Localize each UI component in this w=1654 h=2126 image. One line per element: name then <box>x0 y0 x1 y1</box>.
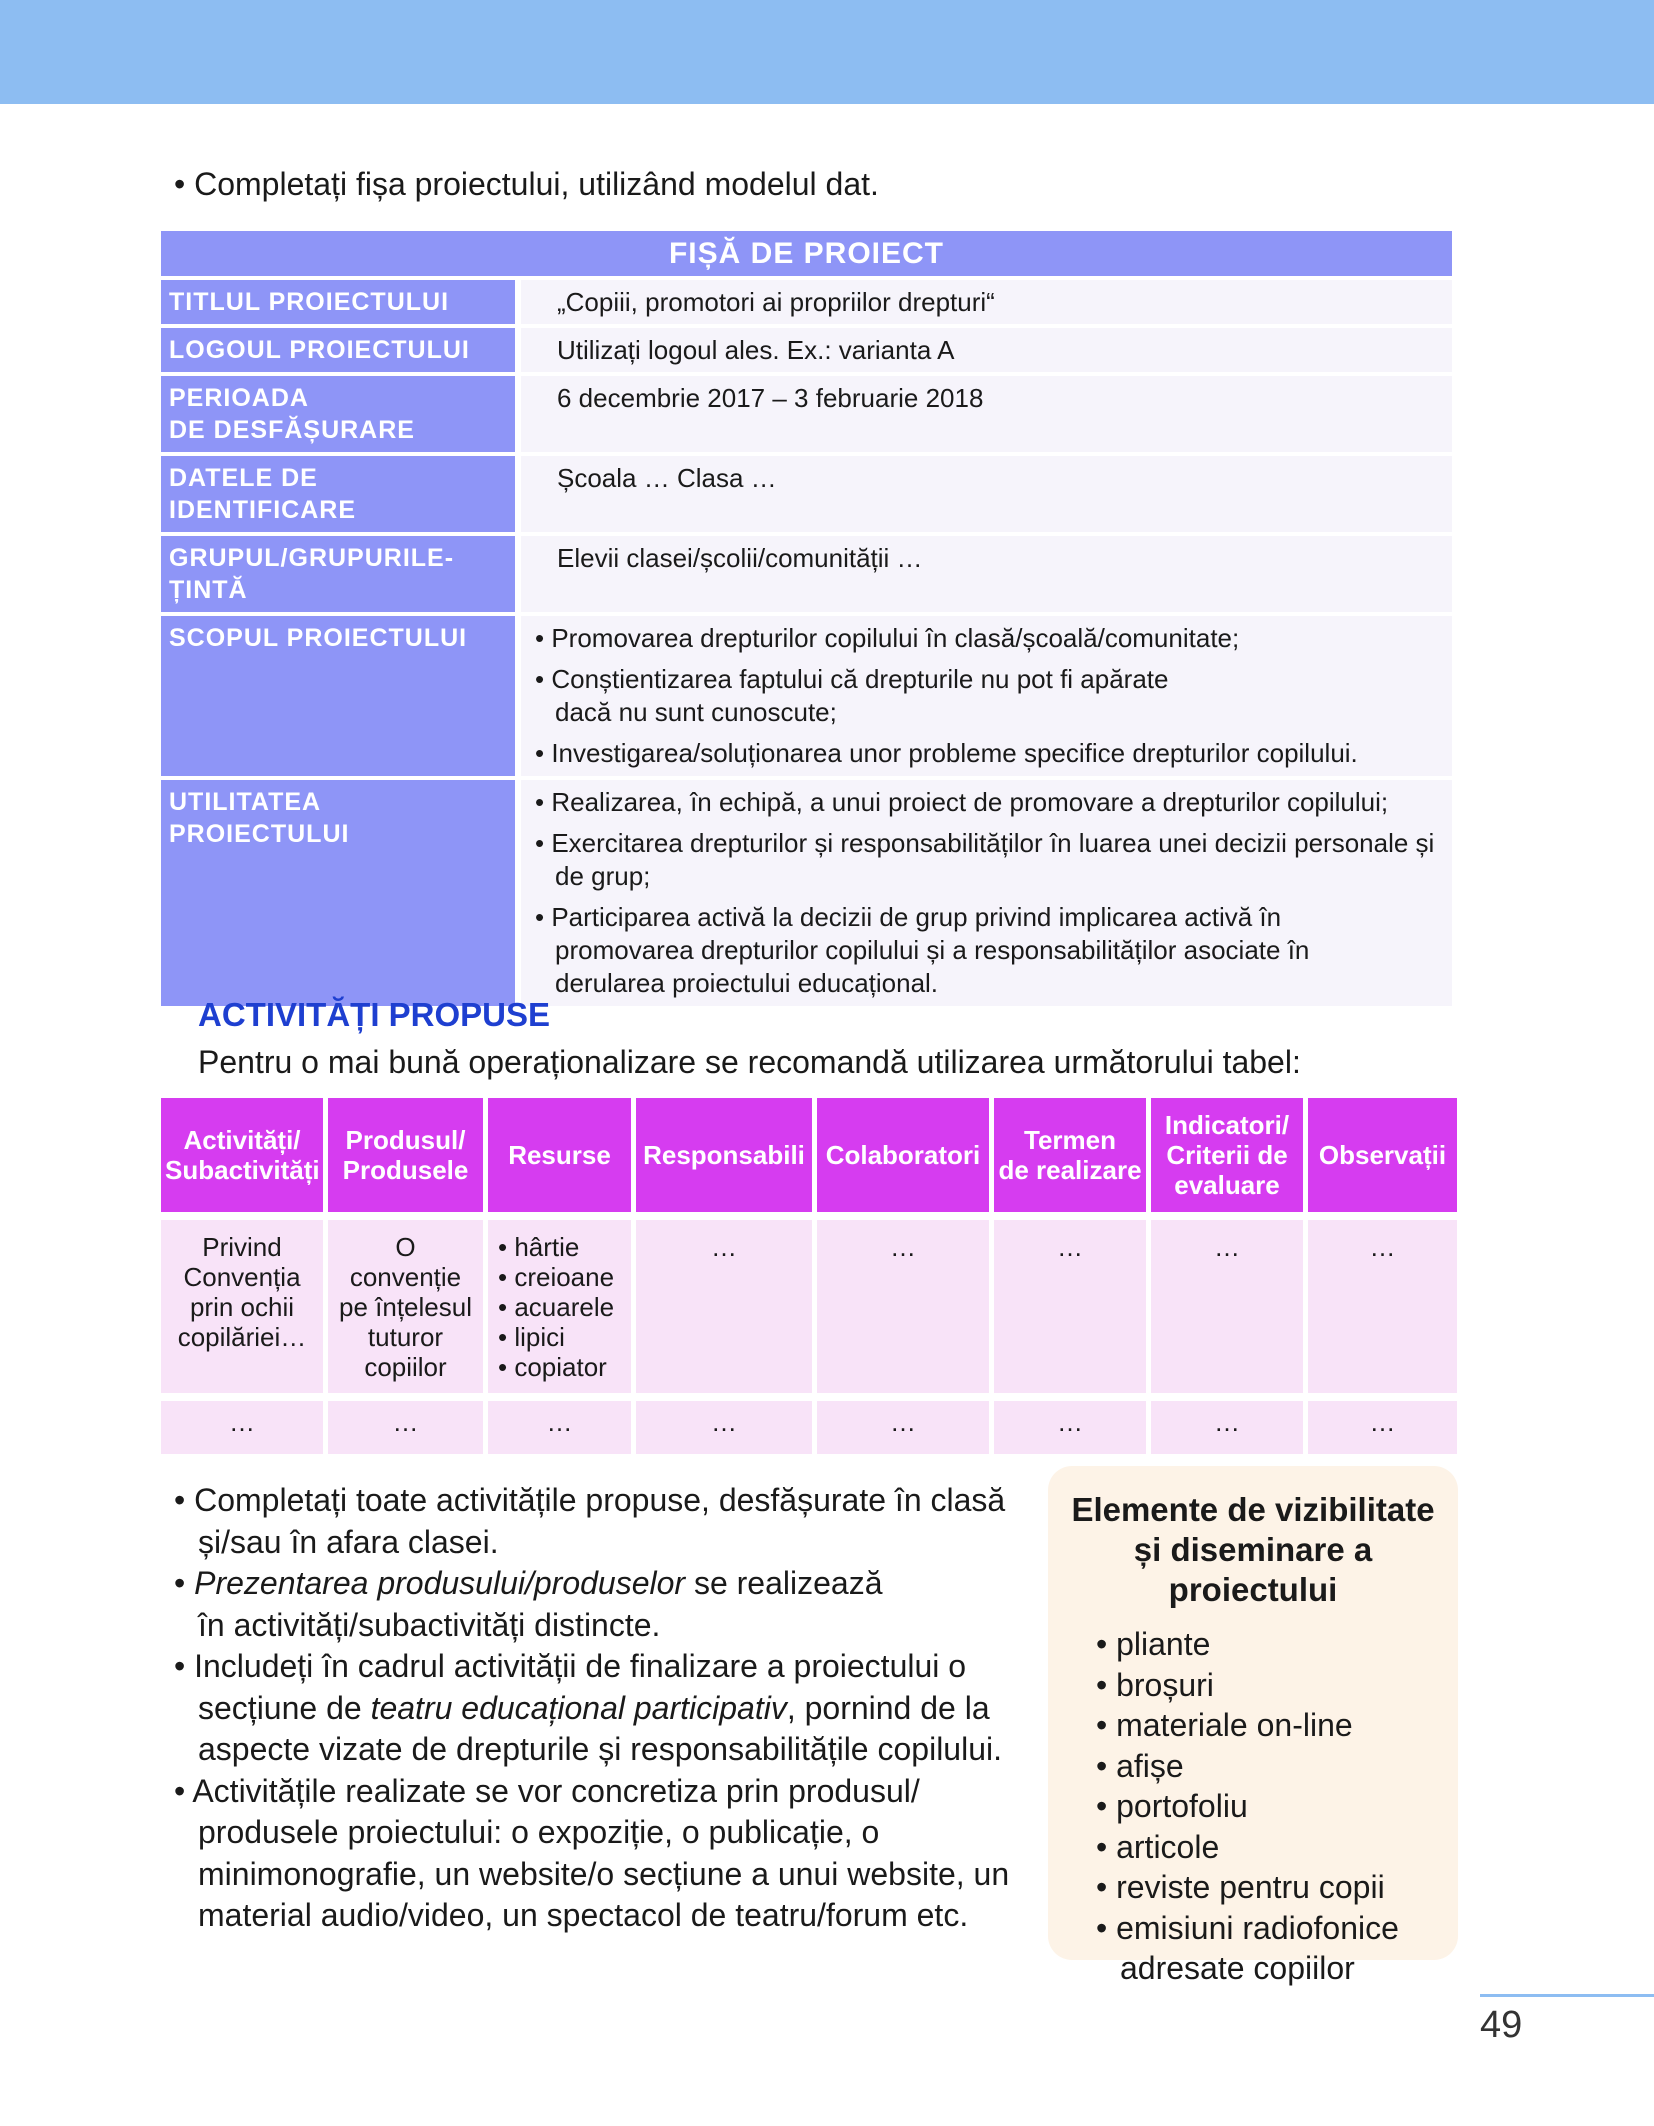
intro-instruction: • Completați fișa proiectului, utilizând modelul dat. <box>174 166 879 203</box>
table-cell <box>328 1212 488 1393</box>
list-item: • Promovarea drepturilor copilului în clasă/școală/comunitate; <box>535 622 1452 655</box>
table-cell: … <box>817 1212 994 1393</box>
column-header <box>1308 1098 1457 1212</box>
list-item: • Investigarea/soluționarea unor probleme specifice drepturilor copilului. <box>535 737 1452 770</box>
sheet-row-identification <box>161 456 1452 532</box>
sheet-label: UTILITATEA PROIECTULUI <box>161 780 515 1006</box>
header-line: Criterii de <box>1166 1140 1288 1170</box>
sheet-value-list <box>521 780 1452 1006</box>
list-item-text: se realizează în activități/subactivități distincte. <box>198 1565 883 1643</box>
table-cell: … <box>328 1393 488 1454</box>
sheet-label: TITLUL PROIECTULUI <box>161 280 515 324</box>
header-line: Termen <box>1024 1125 1116 1155</box>
header-line: Resurse <box>508 1140 611 1170</box>
sheet-value: Utilizați logoul ales. Ex.: varianta A <box>521 328 1452 372</box>
list-item: • Realizarea, în echipă, a unui proiect de promovare a drepturilor copilului; <box>535 786 1452 819</box>
sheet-value: Elevii clasei/școlii/comunității … <box>521 536 1452 612</box>
cell-line: tuturor <box>367 1322 444 1352</box>
header-line: Colaboratori <box>825 1140 981 1170</box>
header-line: Subactivități <box>165 1155 320 1185</box>
list-item: • articole <box>1096 1827 1458 1868</box>
sheet-value: Școala … Clasa … <box>521 456 1452 532</box>
sheet-label-line: DE DESFĂȘURARE <box>169 416 415 444</box>
table-cell: … <box>817 1393 994 1454</box>
page-number-rule <box>1480 1994 1654 1997</box>
column-header <box>817 1098 994 1212</box>
column-header <box>161 1098 328 1212</box>
list-item-text: , pornind de la aspecte vizate de drepturile și responsabilitățile copilului. <box>198 1689 1002 1767</box>
list-item: • hârtie <box>498 1232 630 1262</box>
visibility-box <box>1048 1466 1458 1986</box>
activities-title: ACTIVITĂȚI PROPUSE <box>198 996 551 1033</box>
sheet-row-purpose <box>161 616 1452 776</box>
table-cell: … <box>161 1393 328 1454</box>
sheet-title: FIȘĂ DE PROIECT <box>161 231 1452 276</box>
header-line: Indicatori/ <box>1164 1110 1290 1140</box>
list-item: • copiator <box>498 1352 630 1382</box>
list-item: • Exercitarea drepturilor și responsabilităților în luarea unei decizii personale și de grup; <box>535 827 1452 893</box>
activities-table <box>161 1098 1457 1454</box>
cell-line: pe înțelesul <box>339 1292 472 1322</box>
header-line: Produsul/ <box>345 1125 466 1155</box>
project-sheet <box>161 231 1452 1010</box>
list-item: • Conștientizarea faptului că drepturile nu pot fi apărate dacă nu sunt cunoscute; <box>535 663 1195 729</box>
column-header <box>328 1098 488 1212</box>
header-line: Observații <box>1318 1140 1447 1170</box>
list-item <box>174 1646 1014 1771</box>
list-item <box>174 1563 898 1646</box>
list-item: • acuarele <box>498 1292 630 1322</box>
sheet-row-logo <box>161 328 1452 372</box>
list-item: • afișe <box>1096 1746 1458 1787</box>
sheet-row-title <box>161 280 1452 324</box>
emphasis-text: teatru educațional participativ <box>370 1689 787 1726</box>
list-item: • portofoliu <box>1096 1786 1458 1827</box>
list-item: • emisiuni radiofonice adresate copiilor <box>1096 1908 1410 1989</box>
table-cell: … <box>636 1393 817 1454</box>
table-cell <box>488 1212 636 1393</box>
sheet-label: LOGOUL PROIECTULUI <box>161 328 515 372</box>
table-header-row <box>161 1098 1457 1212</box>
list-item: • Completați toate activitățile propuse, desfășurate în clasă și/sau în afara clasei. <box>174 1480 1018 1563</box>
list-item: • Activitățile realizate se vor concretiza prin produsul/ produsele proiectului: o expoziție, o publicație, o minimonografie, un website/o secțiune a unui website, un material audio/video, un spectacol de teatru/forum etc. <box>174 1771 1014 1937</box>
table-cell: … <box>994 1212 1151 1393</box>
sheet-value: 6 decembrie 2017 – 3 februarie 2018 <box>521 376 1452 452</box>
sheet-label-line: ȚINTĂ <box>169 576 248 604</box>
table-cell: … <box>1151 1212 1308 1393</box>
column-header <box>1151 1098 1308 1212</box>
list-item: • materiale on-line <box>1096 1705 1458 1746</box>
visibility-list <box>1096 1624 1458 1989</box>
list-item: • broșuri <box>1096 1665 1458 1706</box>
header-line: Responsabili <box>643 1140 805 1170</box>
sheet-label <box>161 376 515 452</box>
header-line: de realizare <box>998 1155 1142 1185</box>
sheet-row-period <box>161 376 1452 452</box>
sheet-row-utility <box>161 780 1452 1006</box>
cell-line: prin ochii <box>189 1292 295 1322</box>
list-item: • lipici <box>498 1322 630 1352</box>
table-cell: … <box>1151 1393 1308 1454</box>
list-item: • Participarea activă la decizii de grup privind implicarea activă în promovarea drepturilor copilului și a responsabilităților asociate în derularea proiectului educațional. <box>535 901 1375 1000</box>
table-row <box>161 1212 1457 1393</box>
cell-line: O <box>395 1232 416 1262</box>
title-line: și diseminare a proiectului <box>1133 1531 1373 1608</box>
table-cell <box>161 1212 328 1393</box>
table-cell: … <box>994 1393 1151 1454</box>
page-number: 49 <box>1480 2004 1523 2046</box>
table-cell: … <box>1308 1212 1457 1393</box>
title-line: Elemente de vizibilitate <box>1071 1491 1435 1528</box>
header-line: Produsele <box>342 1155 469 1185</box>
header-line: evaluare <box>1174 1170 1280 1200</box>
list-item: • reviste pentru copii <box>1096 1867 1458 1908</box>
sheet-label-line: PERIOADA <box>169 384 309 412</box>
list-item-text: Includeți în cadrul activității de finalizare a proiectului o secțiune de <box>194 1648 967 1726</box>
cell-line: Convenția <box>183 1262 301 1292</box>
sheet-row-target-group <box>161 536 1452 612</box>
instructions-list <box>174 1480 1014 1937</box>
cell-line: copilăriei… <box>177 1322 307 1352</box>
table-cell: … <box>1308 1393 1457 1454</box>
sheet-label: DATELE DE IDENTIFICARE <box>161 456 515 532</box>
visibility-title <box>1048 1490 1458 1610</box>
list-item: • pliante <box>1096 1624 1458 1665</box>
cell-line: copiilor <box>364 1352 447 1382</box>
table-row <box>161 1393 1457 1454</box>
column-header <box>994 1098 1151 1212</box>
sheet-label-line: GRUPUL/GRUPURILE- <box>169 544 455 572</box>
header-band <box>0 0 1654 104</box>
header-line: Activități/ <box>183 1125 301 1155</box>
activities-subtitle: Pentru o mai bună operaționalizare se recomandă utilizarea următorului tabel: <box>198 1044 1301 1080</box>
sheet-label <box>161 536 515 612</box>
column-header <box>636 1098 817 1212</box>
sheet-value-list <box>521 616 1452 776</box>
list-item: • creioane <box>498 1262 630 1292</box>
sheet-value: „Copiii, promotori ai propriilor drepturi“ <box>521 280 1452 324</box>
column-header <box>488 1098 636 1212</box>
cell-line: Privind <box>202 1232 282 1262</box>
table-cell: … <box>488 1393 636 1454</box>
emphasis-text: Prezentarea produsului/produselor <box>194 1565 686 1601</box>
sheet-label: SCOPUL PROIECTULUI <box>161 616 515 776</box>
table-cell: … <box>636 1212 817 1393</box>
cell-line: convenție <box>349 1262 462 1292</box>
